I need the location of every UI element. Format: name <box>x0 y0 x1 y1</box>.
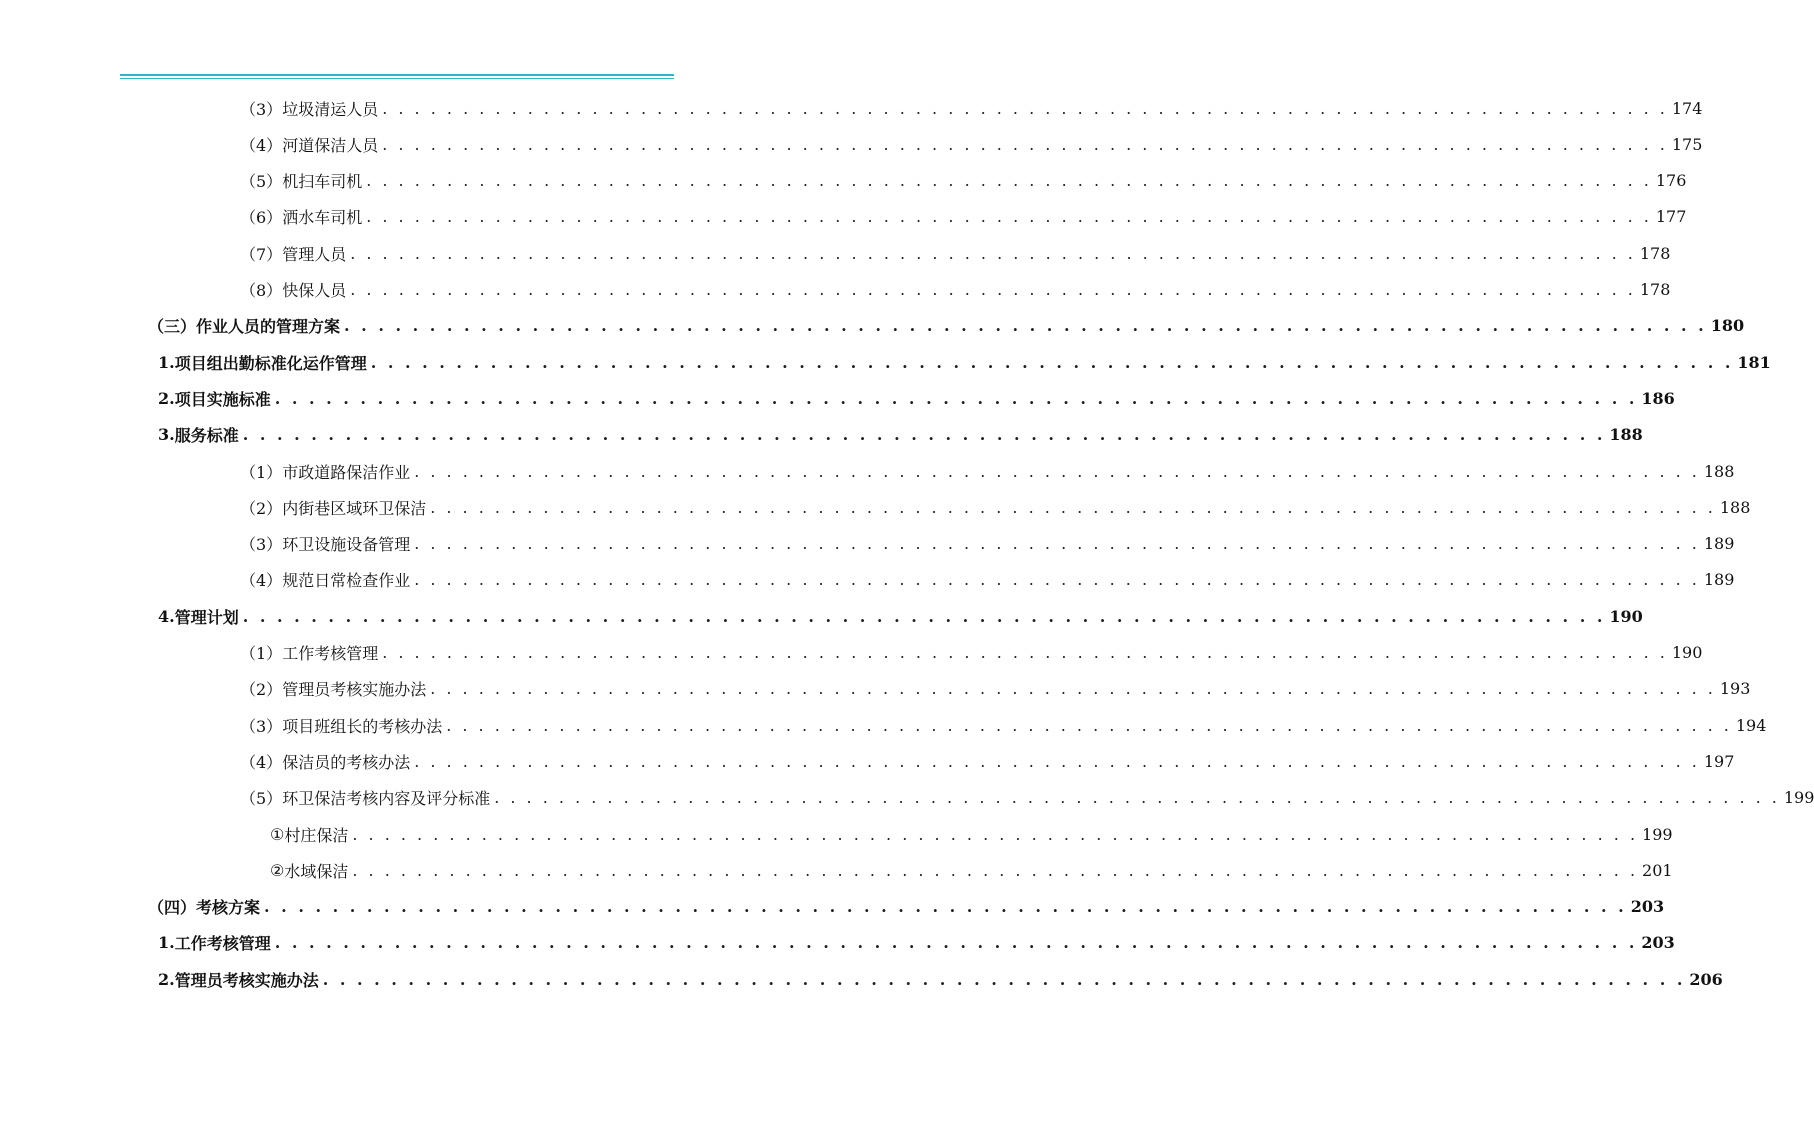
toc-entry-number: （四） <box>148 898 197 918</box>
toc-dot-leader: . . . . . . . . . . . . . . . . . . . . . . . . . . . . . . . . . . . . . . . . . . . . . . . . . . . . . . . . . . . . . . . . . . . . . . . . . . . . . . . . <box>322 969 1686 989</box>
toc-entry[interactable] <box>240 526 1735 562</box>
toc-entry-page-number: 206 <box>1689 969 1723 989</box>
toc-entry[interactable] <box>270 852 1673 888</box>
toc-entry-page-number: 199 <box>1783 788 1814 808</box>
toc-entry[interactable] <box>240 489 1751 525</box>
toc-entry-page-number: 186 <box>1641 388 1675 408</box>
toc-entry-page-number: 175 <box>1671 134 1703 154</box>
toc-entry-title: 环卫保洁考核内容及评分标准 <box>282 789 491 809</box>
toc-entry-page-number: 197 <box>1703 751 1735 771</box>
toc-entry-number: 1. <box>158 352 175 372</box>
header-rule-bottom <box>120 78 674 79</box>
toc-entry-number: ① <box>270 824 285 844</box>
toc-entry[interactable] <box>158 925 1675 961</box>
toc-entry-page-number: 199 <box>1642 824 1673 844</box>
toc-entry-title: 项目组出勤标准化运作管理 <box>174 353 367 373</box>
toc-dot-leader: . . . . . . . . . . . . . . . . . . . . . . . . . . . . . . . . . . . . . . . . . . . . . . . . . . . . . . . . . . . . . . . . . . . . . . . . . . . . . . . . <box>446 715 1732 735</box>
toc-dot-leader: . . . . . . . . . . . . . . . . . . . . . . . . . . . . . . . . . . . . . . . . . . . . . . . . . . . . . . . . . . . . . . . . . . . . . . . . . . . . . . . . <box>274 933 1638 953</box>
toc-entry-title: 村庄保洁 <box>284 825 349 845</box>
toc-dot-leader: . . . . . . . . . . . . . . . . . . . . . . . . . . . . . . . . . . . . . . . . . . . . . . . . . . . . . . . . . . . . . . . . . . . . . . . . . . . . . . . . <box>264 897 1627 917</box>
toc-dot-leader: . . . . . . . . . . . . . . . . . . . . . . . . . . . . . . . . . . . . . . . . . . . . . . . . . . . . . . . . . . . . . . . . . . . . . . . . . . . . . . . . <box>382 134 1668 154</box>
toc-entry-title: 洒水车司机 <box>282 208 363 228</box>
toc-entry[interactable] <box>240 453 1735 489</box>
toc-entry-page-number: 190 <box>1671 643 1703 662</box>
toc-entry-title: 工作考核管理 <box>174 934 271 954</box>
toc-entry-page-number: 188 <box>1703 461 1735 481</box>
toc-entry-title: 作业人员的管理方案 <box>196 317 341 337</box>
toc-entry-title: 服务标准 <box>174 426 239 446</box>
toc-entry[interactable] <box>240 635 1703 671</box>
toc-dot-leader: . . . . . . . . . . . . . . . . . . . . . . . . . . . . . . . . . . . . . . . . . . . . . . . . . . . . . . . . . . . . . . . . . . . . . . . . . . . . . . . . <box>494 788 1780 808</box>
toc-entry-title: 工作考核管理 <box>282 644 379 663</box>
toc-entry-page-number: 193 <box>1719 679 1751 699</box>
toc-entry-title: 垃圾清运人员 <box>282 99 379 119</box>
toc-entry[interactable] <box>158 380 1675 416</box>
toc-entry-page-number: 203 <box>1630 897 1665 917</box>
toc-entry-number: （8） <box>240 281 283 300</box>
toc-entry-number: 1. <box>158 933 175 953</box>
toc-entry[interactable] <box>240 743 1735 779</box>
toc-entry-page-number: 188 <box>1609 425 1643 445</box>
toc-dot-leader: . . . . . . . . . . . . . . . . . . . . . . . . . . . . . . . . . . . . . . . . . . . . . . . . . . . . . . . . . . . . . . . . . . . . . . . . . . . . . . . . <box>274 388 1638 408</box>
toc-entry[interactable] <box>148 308 1745 344</box>
toc-entry-page-number: 194 <box>1735 715 1767 735</box>
toc-entry-number: （三） <box>148 317 197 337</box>
toc-entry-page-number: 178 <box>1639 280 1671 299</box>
header-rule-top <box>120 74 674 76</box>
toc-entry-number: （5） <box>240 172 283 192</box>
toc-entry-number: 4. <box>158 606 175 626</box>
toc-entry[interactable] <box>240 199 1687 235</box>
toc-entry[interactable] <box>158 961 1723 997</box>
toc-entry-number: （6） <box>240 208 283 228</box>
toc-entry-number: （5） <box>240 789 283 809</box>
toc-entry-title: 考核方案 <box>196 898 261 918</box>
toc-entry[interactable] <box>240 272 1671 308</box>
toc-entry-page-number: 203 <box>1641 933 1675 953</box>
toc-dot-leader: . . . . . . . . . . . . . . . . . . . . . . . . . . . . . . . . . . . . . . . . . . . . . . . . . . . . . . . . . . . . . . . . . . . . . . . . . . . . . . . . <box>352 860 1639 880</box>
toc-dot-leader: . . . . . . . . . . . . . . . . . . . . . . . . . . . . . . . . . . . . . . . . . . . . . . . . . . . . . . . . . . . . . . . . . . . . . . . . . . . . . . . . <box>430 497 1716 517</box>
toc-dot-leader: . . . . . . . . . . . . . . . . . . . . . . . . . . . . . . . . . . . . . . . . . . . . . . . . . . . . . . . . . . . . . . . . . . . . . . . . . . . . . . . . <box>242 425 1606 445</box>
toc-dot-leader: . . . . . . . . . . . . . . . . . . . . . . . . . . . . . . . . . . . . . . . . . . . . . . . . . . . . . . . . . . . . . . . . . . . . . . . . . . . . . . . . <box>350 243 1636 263</box>
toc-entry-number: 2. <box>158 969 175 989</box>
toc-entry-number: （3） <box>240 99 283 119</box>
toc-entry-number: （3） <box>240 535 283 555</box>
toc-entry-page-number: 180 <box>1710 316 1745 336</box>
toc-entry[interactable] <box>240 707 1767 743</box>
toc-dot-leader: . . . . . . . . . . . . . . . . . . . . . . . . . . . . . . . . . . . . . . . . . . . . . . . . . . . . . . . . . . . . . . . . . . . . . . . . . . . . . . . . <box>370 352 1734 372</box>
toc-entry-number: （1） <box>240 462 283 482</box>
toc-entry-page-number: 190 <box>1609 606 1643 626</box>
toc-entry[interactable] <box>148 889 1665 925</box>
toc-entry[interactable] <box>240 163 1687 199</box>
toc-entry-title: 规范日常检查作业 <box>282 571 411 591</box>
toc-entry[interactable] <box>158 417 1643 453</box>
toc-entry-title: 水域保洁 <box>284 861 349 881</box>
toc-entry-title: 环卫设施设备管理 <box>282 535 411 555</box>
toc-dot-leader: . . . . . . . . . . . . . . . . . . . . . . . . . . . . . . . . . . . . . . . . . . . . . . . . . . . . . . . . . . . . . . . . . . . . . . . . . . . . . . . . <box>350 280 1636 299</box>
toc-dot-leader: . . . . . . . . . . . . . . . . . . . . . . . . . . . . . . . . . . . . . . . . . . . . . . . . . . . . . . . . . . . . . . . . . . . . . . . . . . . . . . . . <box>366 171 1652 191</box>
toc-entry-number: （3） <box>240 716 283 736</box>
toc-entry-page-number: 189 <box>1703 534 1735 554</box>
toc-entry-page-number: 177 <box>1655 207 1687 227</box>
toc-entry-page-number: 176 <box>1655 171 1687 191</box>
toc-entry-number: 2. <box>158 388 175 408</box>
toc-entry-page-number: 188 <box>1719 497 1751 517</box>
toc-dot-leader: . . . . . . . . . . . . . . . . . . . . . . . . . . . . . . . . . . . . . . . . . . . . . . . . . . . . . . . . . . . . . . . . . . . . . . . . . . . . . . . . <box>414 570 1700 590</box>
toc-dot-leader: . . . . . . . . . . . . . . . . . . . . . . . . . . . . . . . . . . . . . . . . . . . . . . . . . . . . . . . . . . . . . . . . . . . . . . . . . . . . . . . . <box>430 679 1716 699</box>
toc-entry[interactable] <box>270 816 1673 852</box>
toc-entry-title: 保洁员的考核办法 <box>282 752 411 772</box>
toc-dot-leader: . . . . . . . . . . . . . . . . . . . . . . . . . . . . . . . . . . . . . . . . . . . . . . . . . . . . . . . . . . . . . . . . . . . . . . . . . . . . . . . . <box>344 316 1707 336</box>
toc-dot-leader: . . . . . . . . . . . . . . . . . . . . . . . . . . . . . . . . . . . . . . . . . . . . . . . . . . . . . . . . . . . . . . . . . . . . . . . . . . . . . . . . <box>414 751 1700 771</box>
toc-entry[interactable] <box>240 671 1751 707</box>
toc-dot-leader: . . . . . . . . . . . . . . . . . . . . . . . . . . . . . . . . . . . . . . . . . . . . . . . . . . . . . . . . . . . . . . . . . . . . . . . . . . . . . . . . <box>414 461 1700 481</box>
toc-entry-number: （1） <box>240 644 283 663</box>
toc-entry-title: 河道保洁人员 <box>282 135 379 155</box>
toc-dot-leader: . . . . . . . . . . . . . . . . . . . . . . . . . . . . . . . . . . . . . . . . . . . . . . . . . . . . . . . . . . . . . . . . . . . . . . . . . . . . . . . . <box>352 824 1639 844</box>
toc-entry-title: 项目班组长的考核办法 <box>282 716 443 736</box>
toc-entry-page-number: 178 <box>1639 243 1671 263</box>
toc-dot-leader: . . . . . . . . . . . . . . . . . . . . . . . . . . . . . . . . . . . . . . . . . . . . . . . . . . . . . . . . . . . . . . . . . . . . . . . . . . . . . . . . <box>382 643 1668 662</box>
toc-entry-title: 管理计划 <box>174 607 239 627</box>
toc-entry-title: 内街巷区域环卫保洁 <box>282 498 427 518</box>
toc-entry-title: 项目实施标准 <box>174 389 271 409</box>
toc-dot-leader: . . . . . . . . . . . . . . . . . . . . . . . . . . . . . . . . . . . . . . . . . . . . . . . . . . . . . . . . . . . . . . . . . . . . . . . . . . . . . . . . <box>366 207 1652 227</box>
toc-entry-title: 管理人员 <box>282 244 347 264</box>
toc-entry-title: 快保人员 <box>282 281 347 300</box>
toc-entry-page-number: 201 <box>1642 860 1673 880</box>
toc-entry[interactable] <box>240 562 1735 598</box>
toc-dot-leader: . . . . . . . . . . . . . . . . . . . . . . . . . . . . . . . . . . . . . . . . . . . . . . . . . . . . . . . . . . . . . . . . . . . . . . . . . . . . . . . . <box>382 98 1668 118</box>
toc-entry[interactable] <box>240 235 1671 271</box>
toc-entry-title: 管理员考核实施办法 <box>174 970 319 990</box>
toc-entry-page-number: 174 <box>1671 98 1703 118</box>
toc-dot-leader: . . . . . . . . . . . . . . . . . . . . . . . . . . . . . . . . . . . . . . . . . . . . . . . . . . . . . . . . . . . . . . . . . . . . . . . . . . . . . . . . <box>242 606 1606 626</box>
toc-entry-number: （4） <box>240 135 283 155</box>
toc-entry[interactable] <box>240 90 1703 126</box>
toc-entry[interactable] <box>240 780 1814 816</box>
toc-entry-number: （2） <box>240 498 283 518</box>
toc-entry-number: （4） <box>240 571 283 591</box>
toc-entry[interactable] <box>158 598 1643 634</box>
toc-entry-page-number: 189 <box>1703 570 1735 590</box>
toc-entry[interactable] <box>240 126 1703 162</box>
toc-dot-leader: . . . . . . . . . . . . . . . . . . . . . . . . . . . . . . . . . . . . . . . . . . . . . . . . . . . . . . . . . . . . . . . . . . . . . . . . . . . . . . . . <box>414 534 1700 554</box>
toc-entry-number: 3. <box>158 425 175 445</box>
toc-entry-number: （7） <box>240 244 283 264</box>
toc-entry-title: 管理员考核实施办法 <box>282 680 427 700</box>
toc-entry[interactable] <box>158 344 1771 380</box>
toc-entry-number: （2） <box>240 680 283 700</box>
toc-entry-page-number: 181 <box>1737 352 1771 372</box>
toc-entry-title: 市政道路保洁作业 <box>282 462 411 482</box>
toc-entry-number: （4） <box>240 752 283 772</box>
toc-entry-title: 机扫车司机 <box>282 172 363 192</box>
toc-entry-number: ② <box>270 860 285 880</box>
